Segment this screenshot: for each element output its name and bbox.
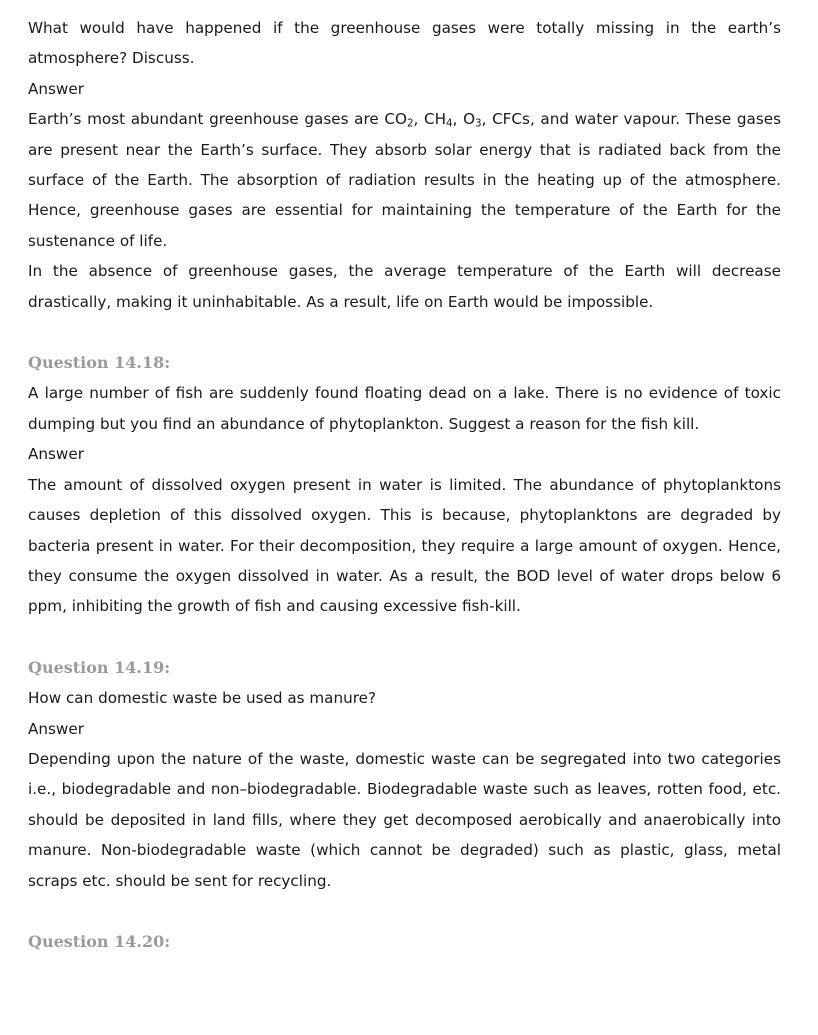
question-heading: Question 14.19: <box>28 657 171 677</box>
subscript: 2 <box>406 117 414 130</box>
question-heading: Question 14.20: <box>28 931 171 951</box>
section-gap <box>28 622 781 653</box>
answer-paragraph: The amount of dissolved oxygen present in water is limited. The abundance of phytoplanktons causes depletion of this dissolved oxygen. This is because, phytoplanktons are degraded by bacteria present in water. For their decomposition, they require a large amount of oxygen. Hence, they consume the oxygen dissolved in water. As a result, the BOD level of water drops below 6 ppm, inhibiting the growth of fish and causing excessive fish-kill. <box>28 475 781 616</box>
subscript: 4 <box>446 117 453 130</box>
answer-label: Answer <box>28 445 84 464</box>
subscript: 3 <box>475 117 482 130</box>
answer-text: , CH <box>413 110 447 129</box>
section-gap <box>28 896 781 927</box>
question-heading: Question 14.18: <box>28 353 171 373</box>
answer-label: Answer <box>28 79 84 98</box>
answer-text: , CFCs, and water vapour. These gases are present near the Earth’s surface. They absorb solar energy that is radiated back from the surface of the Earth. The absorption of radiation results in the heating up of the atmosphere. Hence, greenhouse gases are essential for maintaining the temperature of the Earth for the sustenance of life. <box>28 110 781 250</box>
question-text: A large number of fish are suddenly found floating dead on a lake. There is no evidence of toxic dumping but you find an abundance of phytoplankton. Suggest a reason for the fish kill. <box>28 384 781 433</box>
answer-paragraph: Depending upon the nature of the waste, domestic waste can be segregated into two categories i.e., biodegradable and non–biodegradable. Biodegradable waste such as leaves, rotten food, etc. should be deposited in land fills, where they get decomposed aerobically and anaerobically into manure. Non-biodegradable waste (which cannot be degraded) such as plastic, glass, metal scraps etc. should be sent for recycling. <box>28 749 781 890</box>
question-text: What would have happened if the greenhouse gases were totally missing in the earth’s atmosphere? Discuss. <box>28 19 781 68</box>
answer-text: Earth’s most abundant greenhouse gases are CO <box>28 110 407 129</box>
section-gap <box>28 317 781 348</box>
answer-paragraph <box>28 104 781 256</box>
answer-paragraph: In the absence of greenhouse gases, the average temperature of the Earth will decrease drastically, making it uninhabitable. As a result, life on Earth would be impossible. <box>28 262 781 311</box>
answer-label: Answer <box>28 719 84 738</box>
answer-text: , O <box>452 110 476 129</box>
document-page <box>28 13 781 957</box>
question-text: How can domestic waste be used as manure? <box>28 689 377 708</box>
